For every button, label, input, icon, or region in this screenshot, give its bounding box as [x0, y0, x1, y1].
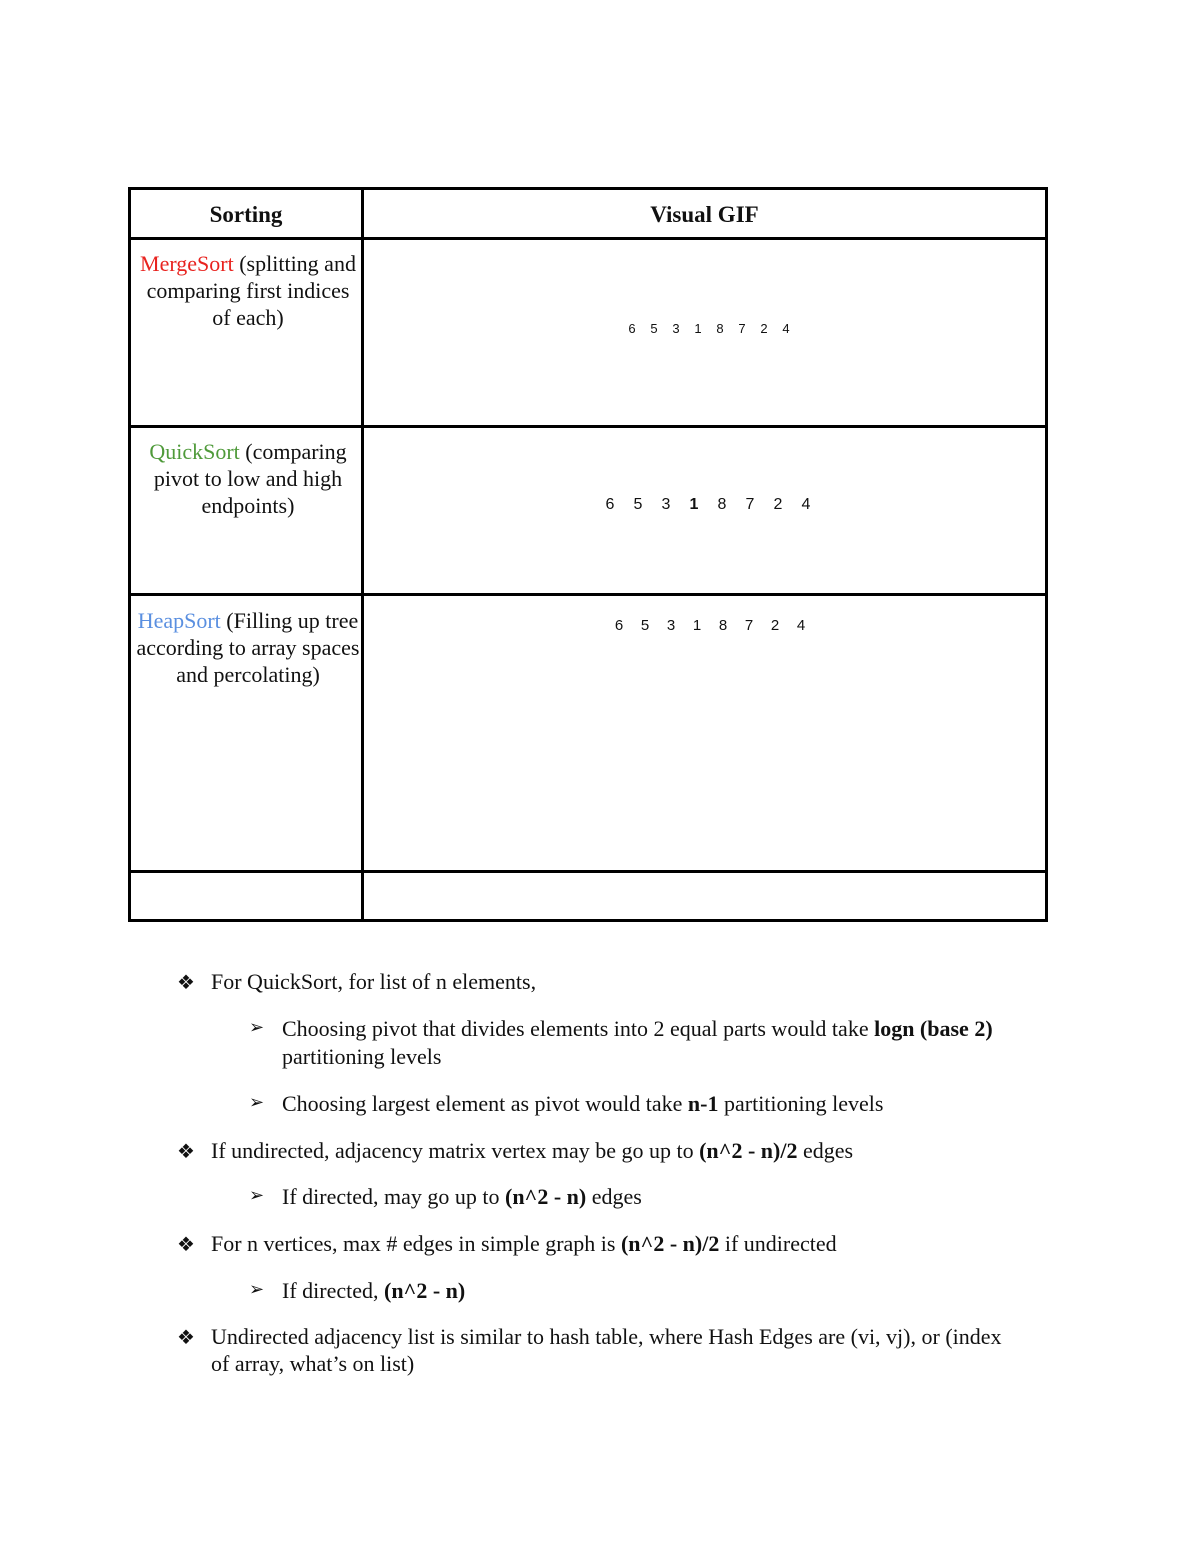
mergesort-desc: (splitting and comparing first indices of each) [146, 251, 356, 330]
array-number: 4 [801, 496, 811, 513]
note-bold: logn (base 2) [874, 1016, 993, 1041]
array-number: 1 [694, 321, 702, 336]
array-number: 1 [689, 496, 699, 513]
note-text: Choosing pivot that divides elements into 2 equal parts would take [282, 1016, 875, 1041]
note-text: if undirected [719, 1231, 837, 1256]
row-divider [131, 593, 1045, 596]
note-text: partitioning levels [718, 1091, 884, 1116]
note-text: If directed, [282, 1278, 384, 1303]
note-quicksort-equal-pivot [282, 1015, 1062, 1043]
note-quicksort-equal-pivot-cont: partitioning levels [282, 1044, 442, 1069]
note-directed-matrix [282, 1183, 642, 1211]
array-number: 7 [738, 321, 746, 336]
note-max-edges-directed [282, 1277, 465, 1305]
quicksort-description [135, 438, 361, 519]
array-number: 5 [650, 321, 658, 336]
note-text: If undirected, adjacency matrix vertex may be go up to [211, 1138, 700, 1163]
arrowhead-bullet-icon: ➢ [249, 1185, 265, 1205]
array-number: 8 [718, 617, 728, 634]
array-number: 2 [760, 321, 768, 336]
note-bold: (n^2 - n)/2 [620, 1231, 720, 1256]
array-number: 8 [716, 321, 724, 336]
diamond-bullet-icon: ❖ [177, 1141, 195, 1163]
array-number: 5 [633, 496, 643, 513]
array-number: 8 [717, 496, 727, 513]
mergesort-name: MergeSort [140, 251, 234, 276]
diamond-bullet-icon: ❖ [177, 972, 195, 994]
mergesort-description [135, 250, 361, 331]
array-number: 5 [640, 617, 650, 634]
note-text: edges [586, 1184, 642, 1209]
array-number: 3 [666, 617, 676, 634]
note-adjacency-list: Undirected adjacency list is similar to hash table, where Hash Edges are (vi, vj), or (index [211, 1324, 1002, 1349]
note-text: Choosing largest element as pivot would take [282, 1091, 688, 1116]
heapsort-name: HeapSort [137, 608, 221, 633]
note-bold: (n^2 - n) [505, 1184, 587, 1209]
row-divider [131, 425, 1045, 428]
note-text: edges [797, 1138, 854, 1163]
sorting-table [128, 187, 1048, 922]
note-bold: n-1 [687, 1091, 719, 1116]
note-quicksort: For QuickSort, for list of n elements, [211, 969, 537, 994]
mergesort-gif-frame [621, 321, 797, 336]
diamond-bullet-icon: ❖ [177, 1234, 195, 1256]
array-number: 6 [628, 321, 636, 336]
array-number: 7 [744, 617, 754, 634]
array-number: 3 [661, 496, 671, 513]
quicksort-name: QuickSort [149, 439, 240, 464]
note-max-edges [211, 1230, 837, 1258]
note-bold: (n^2 - n) [384, 1278, 466, 1303]
array-number: 4 [796, 617, 806, 634]
note-undirected-matrix [211, 1137, 853, 1165]
quicksort-gif-frame [596, 496, 820, 514]
header-sorting: Sorting [209, 202, 283, 227]
array-number: 3 [672, 321, 680, 336]
heapsort-desc: (Filling up tree according to array spaces and percolating) [136, 608, 360, 687]
array-number: 7 [745, 496, 755, 513]
arrowhead-bullet-icon: ➢ [249, 1279, 265, 1299]
array-number: 2 [773, 496, 783, 513]
header-divider [131, 237, 1045, 240]
note-adjacency-list-cont: of array, what’s on list) [211, 1351, 415, 1376]
header-visual-gif: Visual GIF [650, 202, 759, 227]
note-bold: (n^2 - n)/2 [699, 1138, 798, 1163]
array-number: 1 [692, 617, 702, 634]
arrowhead-bullet-icon: ➢ [249, 1017, 265, 1037]
column-divider [361, 190, 364, 919]
heapsort-description [135, 607, 361, 688]
note-text: For n vertices, max # edges in simple graph is [211, 1231, 621, 1256]
diamond-bullet-icon: ❖ [177, 1327, 195, 1349]
heapsort-gif-frame [606, 617, 814, 634]
quicksort-desc: (comparing pivot to low and high endpoints) [153, 439, 347, 518]
note-quicksort-largest-pivot [282, 1090, 883, 1118]
note-text: If directed, may go up to [282, 1184, 505, 1209]
row-divider [131, 870, 1045, 873]
array-number: 2 [770, 617, 780, 634]
arrowhead-bullet-icon: ➢ [249, 1092, 265, 1112]
array-number: 4 [782, 321, 790, 336]
array-number: 6 [605, 496, 615, 513]
array-number: 6 [614, 617, 624, 634]
